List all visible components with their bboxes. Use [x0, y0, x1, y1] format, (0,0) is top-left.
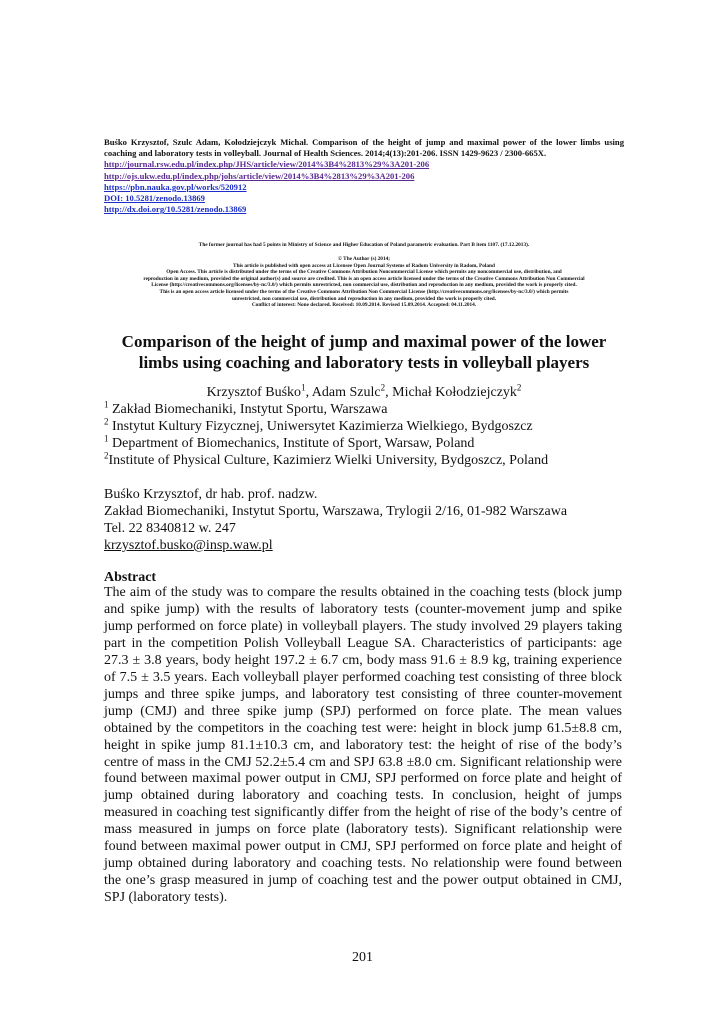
contact-name: Buśko Krzysztof, dr hab. prof. nadzw. — [104, 487, 318, 502]
contact-phone: Tel. 22 8340812 w. 247 — [104, 521, 236, 536]
author-sup: 2 — [380, 382, 386, 393]
affiliation-sup: 1 — [104, 399, 109, 410]
license-line: This is an open access article licensed under the terms of the Creative Commons Attribution Non Commercial License (http://creativecommons.org/licenses/by-nc/3.0/) which permits — [159, 288, 569, 295]
journal-note: The former journal has had 5 points in Ministry of Science and Higher Education of Poland parametric evaluation. Part B item 1107. (17.12.2013). — [198, 242, 530, 248]
citation-link-pbn[interactable]: https://pbn.nauka.gov.pl/works/520912 — [104, 181, 247, 192]
author-sep: , — [385, 385, 393, 400]
citation-link-ojs[interactable]: http://ojs.ukw.edu.pl/index.php/johs/article/view/2014%3B4%2813%29%3A201-206 — [104, 170, 415, 181]
author-list — [104, 384, 624, 401]
license-line: unrestricted, non commercial use, distribution and reproduction in any medium, provided the work is properly cited. — [231, 295, 497, 302]
affiliation-text: Department of Biomechanics, Institute of Sport, Warsaw, Poland — [108, 436, 475, 451]
license-line: © The Author (s) 2014; — [337, 256, 391, 262]
author-sep: , — [305, 385, 312, 400]
affiliation — [104, 435, 624, 452]
author-name: Michał Kołodziejczyk — [392, 385, 517, 400]
affiliation-sup: 1 — [104, 433, 109, 444]
contact-email-link[interactable]: krzysztof.busko@insp.waw.pl — [104, 538, 273, 553]
contact-address: Zakład Biomechaniki, Instytut Sportu, Warszawa, Trylogii 2/16, 01-982 Warszawa — [104, 504, 568, 519]
affiliation — [104, 401, 624, 418]
author-name: Adam Szulc — [311, 385, 381, 400]
citation-link-doi[interactable]: DOI: 10.5281/zenodo.13869 — [104, 193, 205, 204]
author-name: Krzysztof Buśko — [206, 385, 302, 400]
affiliation — [104, 452, 624, 469]
license-line: License (http://creativecommons.org/licenses/by-nc/3.0/) which permits unrestricted, non commercial use, distribution and reproduction in any medium, provided the work is properly cited. — [151, 282, 577, 289]
license-line: reproduction in any medium, provided the original author(s) and source are credited. This is an open access article licensed under the terms of the Creative Commons Attribution Non Commercial — [143, 275, 585, 282]
abstract-heading: Abstract — [104, 570, 157, 585]
correspondence-block — [104, 486, 624, 554]
paper-title: Comparison of the height of jump and maximal power of the lower limbs using coaching and laboratory tests in volleyball players — [121, 332, 607, 372]
page-number: 201 — [352, 950, 373, 965]
license-line: Conflict of interest: None declared. Received: 10.09.2014. Revised 15.09.2014. Accepted: 04.11.2014. — [251, 302, 477, 309]
citation-block — [104, 137, 624, 215]
affiliation-text: Instytut Kultury Fizycznej, Uniwersytet Kazimierza Wielkiego, Bydgoszcz — [108, 419, 533, 434]
citation-link-dx-doi[interactable]: http://dx.doi.org/10.5281/zenodo.13869 — [104, 204, 247, 215]
license-block — [104, 256, 624, 309]
citation-link-journal[interactable]: http://journal.rsw.edu.pl/index.php/JHS/article/view/2014%3B4%2813%29%3A201-206 — [104, 159, 430, 170]
author-sup: 2 — [516, 382, 522, 393]
abstract-text: The aim of the study was to compare the results obtained in the coaching tests (block jump and spike jump) with the results of laboratory tests (counter-movement jump and spike jump performed on force plate) in volleyball players. The study involved 29 players taking part in the competition Polish Volleyball League SA. Characteristics of participants: age 27.3 ± 3.8 years, body height 197.2 ± 6.7 cm, body mass 91.6 ± 8.9 kg, training experience of 7.5 ± 3.5 years. Each volleyball player performed coaching test consisting of three block jumps and three spike jumps, and laboratory test consisting of three counter-movement jump (CMJ) and three spike jump (SPJ) performed on force plate. The mean values obtained by the competitors in the coaching test were: height in block jump 61.5±8.8 cm, height in spike jump 81.1±10.3 cm, and laboratory test: the height of rise of the body’s centre of mass in the CMJ 52.2±5.4 cm and SPJ 63.8 ±8.0 cm. Significant relationship were found between maximal power output in CMJ, SPJ performed on force plate and height of jump obtained during laboratory and coaching tests. In conclusion, height of jumps measured in coaching test significantly differ from the height of rise of the body’s centre of mass measured in jumps on force plate (laboratory tests). Significant relationship were found between maximal power output in CMJ, SPJ performed on force plate and height of jump obtained during laboratory and coaching tests. No relationship were found between the one’s grasp measured in jump of coaching test and the power output obtained in CMJ, SPJ (laboratory tests). — [104, 585, 622, 906]
affiliation-sup: 2 — [104, 416, 109, 427]
affiliation-text: Institute of Physical Culture, Kazimierz Wielki University, Bydgoszcz, Poland — [108, 453, 549, 468]
affiliation-sup: 2 — [104, 450, 109, 461]
author-sup: 1 — [301, 382, 306, 393]
license-line: Open Access. This article is distributed under the terms of the Creative Commons Attribution Noncommercial License which permits any noncommercial use, distribution, and — [166, 269, 562, 276]
citation-text: Buśko Krzysztof, Szulc Adam, Kołodziejczyk Michał. Comparison of the height of jump and maximal power of the lower limbs using coaching and laboratory tests in volleyball. Journal of Health Sciences. 2014;4(13):201-206. ISSN 1429-9623 / 2300-665X. — [104, 137, 624, 159]
affiliation-text: Zakład Biomechaniki, Instytut Sportu, Warszawa — [108, 402, 388, 417]
license-line: This article is published with open access at Licensee Open Journal Systems of Radom University in Radom, Poland — [233, 262, 495, 269]
affiliation — [104, 418, 624, 435]
